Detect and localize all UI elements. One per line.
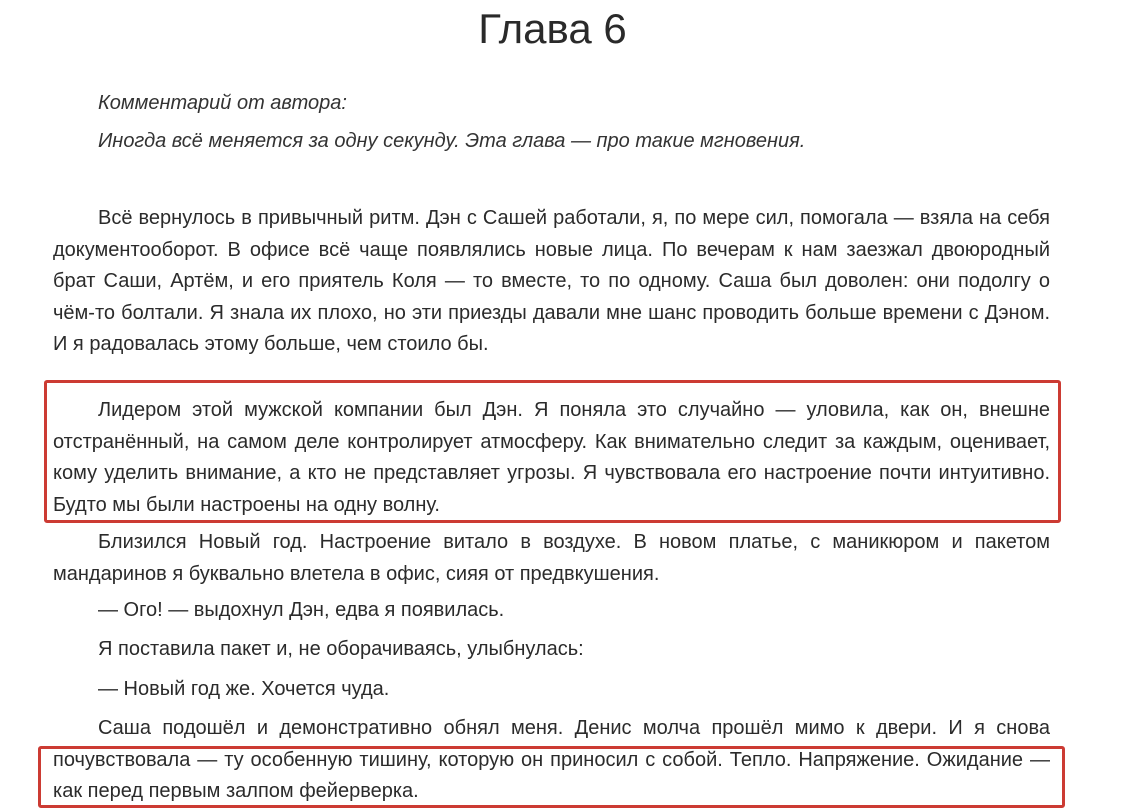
paragraph-3: Близился Новый год. Настроение витало в воздухе. В новом платье, с маникюром и пакетом мандаринов я буквально влетела в офис, сияя от предвкушения. (53, 531, 1050, 585)
paragraph-4: Я поставила пакет и, не оборачиваясь, улыбнулась: (98, 638, 584, 660)
chapter-title: Глава 6 (478, 5, 627, 52)
dialog-line-1: — Ого! — выдохнул Дэн, едва я появилась. (98, 599, 505, 621)
paragraph-2: Лидером этой мужской компании был Дэн. Я поняла это случайно — уловила, как он, внешне отстранённый, на самом деле контролирует атмосферу. Как внимательно следит за каждым, оценивает, кому уделить внимание, а кто не представляет угрозы. Я чувствовала его настроение почти интуитивно. Будто мы были настроены на одну волну. (53, 399, 1050, 516)
paragraph-1: Всё вернулось в привычный ритм. Дэн с Сашей работали, я, по мере сил, помогала — взяла на себя документооборот. В офисе всё чаще появлялись новые лица. По вечерам к нам заезжал двоюродный брат Саши, Артём, и его приятель Коля — то вместе, то по одному. Саша был доволен: они подолгу о чём-то болтали. Я знала их плохо, но эти приезды давали мне шанс проводить больше времени с Дэном. И я радовалась этому больше, чем стоило бы. (53, 207, 1050, 355)
author-comment (98, 89, 1038, 165)
paragraph-5: Саша подошёл и демонстративно обнял меня. Денис молча прошёл мимо к двери. И я снова почувствовала — ту особенную тишину, которую он приносил с собой. Тепло. Напряжение. Ожидание — как перед первым залпом фейерверка. (53, 717, 1050, 802)
dialog-line-2: — Новый год же. Хочется чуда. (98, 678, 390, 700)
author-comment-label: Комментарий от автора: (98, 92, 347, 114)
author-comment-text: Иногда всё меняется за одну секунду. Эта глава — про такие мгновения. (98, 130, 806, 152)
